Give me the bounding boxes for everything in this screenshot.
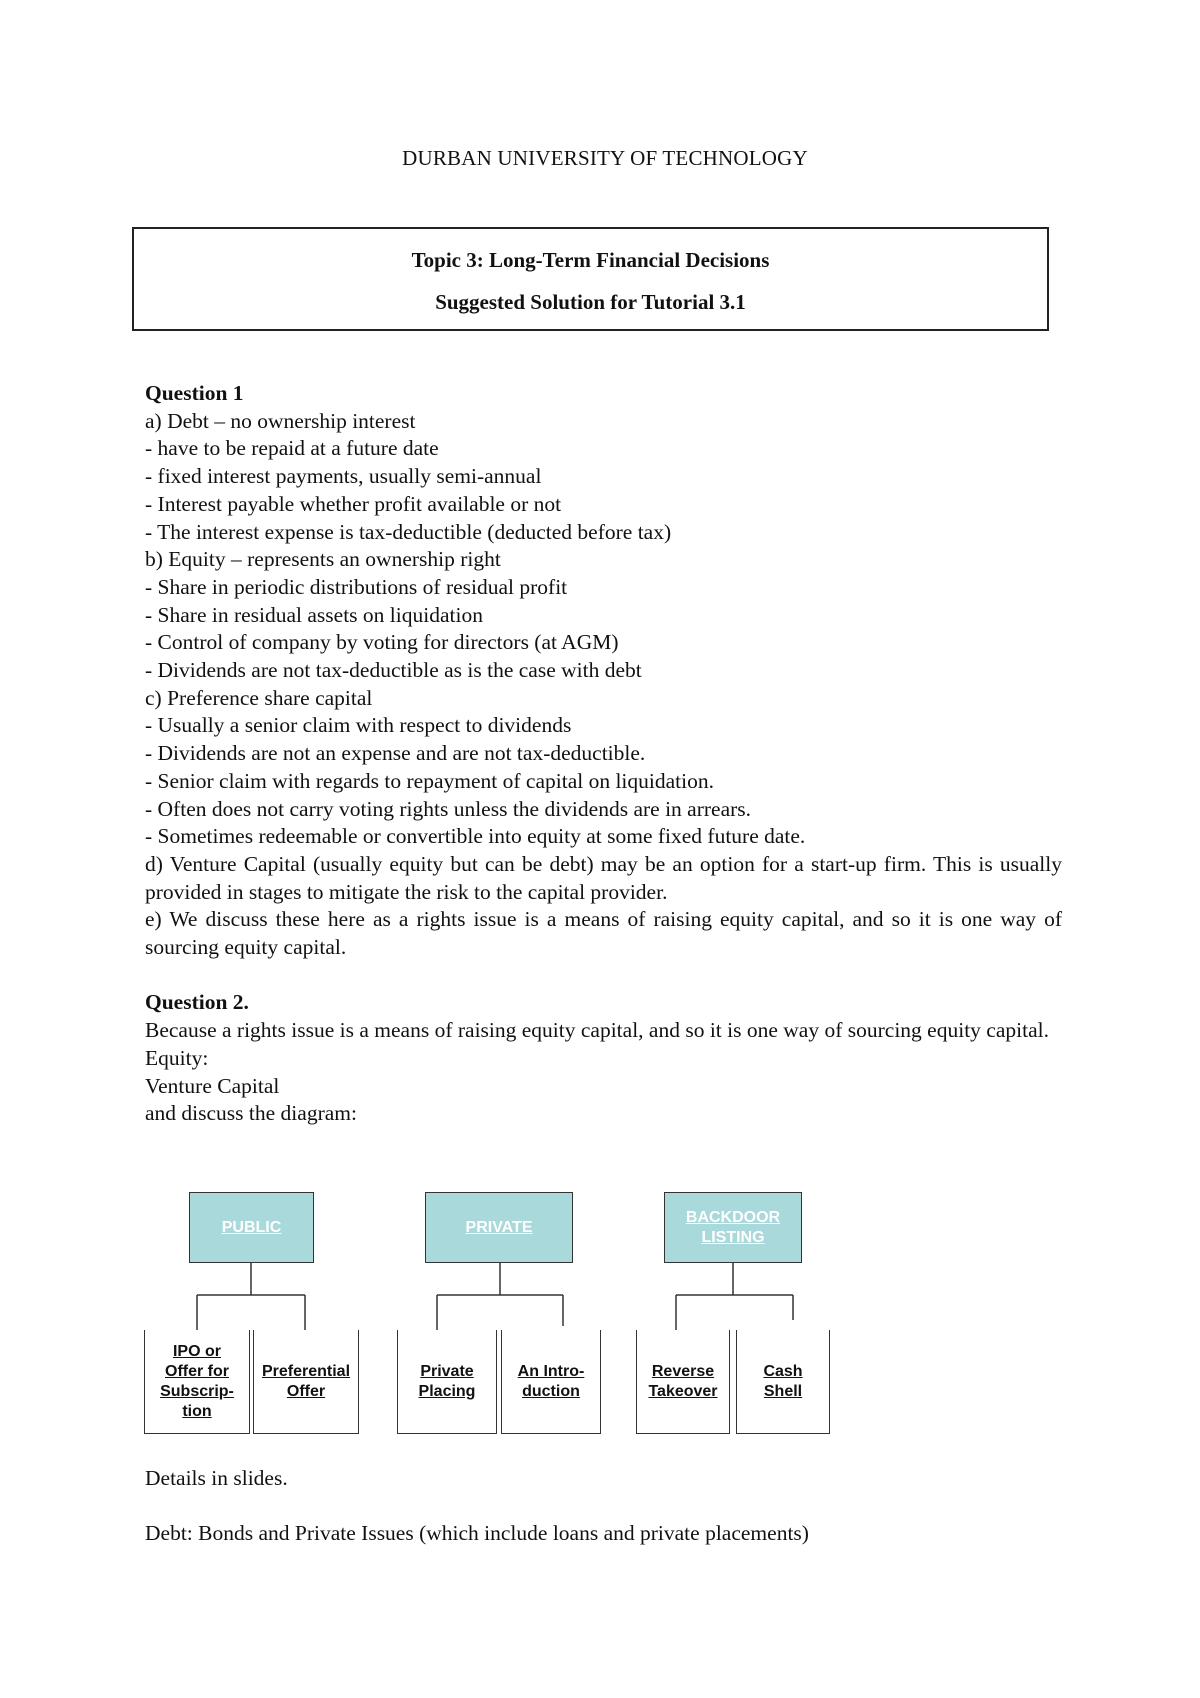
q1-line: - Interest payable whether profit available or not — [145, 491, 562, 516]
q1-line: - Control of company by voting for directors (at AGM) — [145, 630, 619, 655]
details-line: Details in slides. — [145, 1466, 288, 1490]
cash-shell-box: Cash Shell — [736, 1330, 830, 1434]
q1-line: - have to be repaid at a future date — [145, 436, 439, 461]
q1-line: - Dividends are not an expense and are not tax-deductible. — [145, 741, 646, 766]
q1-line: - The interest expense is tax-deductible (deducted before tax) — [145, 519, 672, 544]
ipo-box: IPO or Offer for Subscrip-tion — [144, 1330, 250, 1434]
q1-line: b) Equity – represents an ownership right — [145, 547, 501, 572]
preferential-offer-box: Preferential Offer — [253, 1330, 359, 1434]
backdoor-listing-box: BACKDOOR LISTING — [664, 1192, 802, 1263]
q2-paragraph: Because a rights issue is a means of raising equity capital, and so it is one way of sourcing equity capital. — [145, 1018, 1049, 1043]
title-box — [132, 227, 1049, 331]
q1-line: - Share in residual assets on liquidation — [145, 602, 483, 627]
topic-title: Topic 3: Long-Term Financial Decisions — [411, 248, 770, 272]
q2-venture-capital-line: Venture Capital — [145, 1073, 280, 1098]
q1-line: c) Preference share capital — [145, 685, 373, 710]
institution-name: DURBAN UNIVERSITY OF TECHNOLOGY — [402, 146, 808, 170]
q1-line: a) Debt – no ownership interest — [145, 408, 416, 433]
q1-line: - Often does not carry voting rights unless the dividends are in arrears. — [145, 796, 752, 821]
question-1-heading: Question 1 — [145, 381, 244, 405]
q2-equity-line: Equity: — [145, 1045, 209, 1070]
q1-line: - fixed interest payments, usually semi-annual — [145, 464, 542, 489]
q1-line: - Share in periodic distributions of residual profit — [145, 574, 568, 599]
tutorial-subtitle: Suggested Solution for Tutorial 3.1 — [435, 290, 746, 314]
q1-line: - Usually a senior claim with respect to dividends — [145, 713, 572, 738]
private-placing-box: Private Placing — [397, 1330, 497, 1434]
q1-line: - Senior claim with regards to repayment of capital on liquidation. — [145, 768, 714, 793]
reverse-takeover-box: Reverse Takeover — [636, 1330, 730, 1434]
q1-paragraph-d: d) Venture Capital (usually equity but can be debt) may be an option for a start-up firm. This is usually provided in stages to mitigate the risk to the capital provider. — [145, 851, 1062, 904]
q1-line: - Dividends are not tax-deductible as is the case with debt — [145, 658, 642, 683]
q1-line: - Sometimes redeemable or convertible into equity at some fixed future date. — [145, 824, 806, 849]
public-box: PUBLIC — [189, 1192, 314, 1263]
main-content — [145, 380, 1062, 1128]
question-2-heading: Question 2. — [145, 990, 249, 1015]
private-box: PRIVATE — [425, 1192, 573, 1263]
introduction-box: An Intro-duction — [501, 1330, 601, 1434]
q2-discuss-line: and discuss the diagram: — [145, 1101, 357, 1126]
debt-line: Debt: Bonds and Private Issues (which include loans and private placements) — [145, 1521, 809, 1545]
q1-paragraph-e: e) We discuss these here as a rights issue is a means of raising equity capital, and so it is one way of sourcing equity capital. — [145, 907, 1062, 960]
